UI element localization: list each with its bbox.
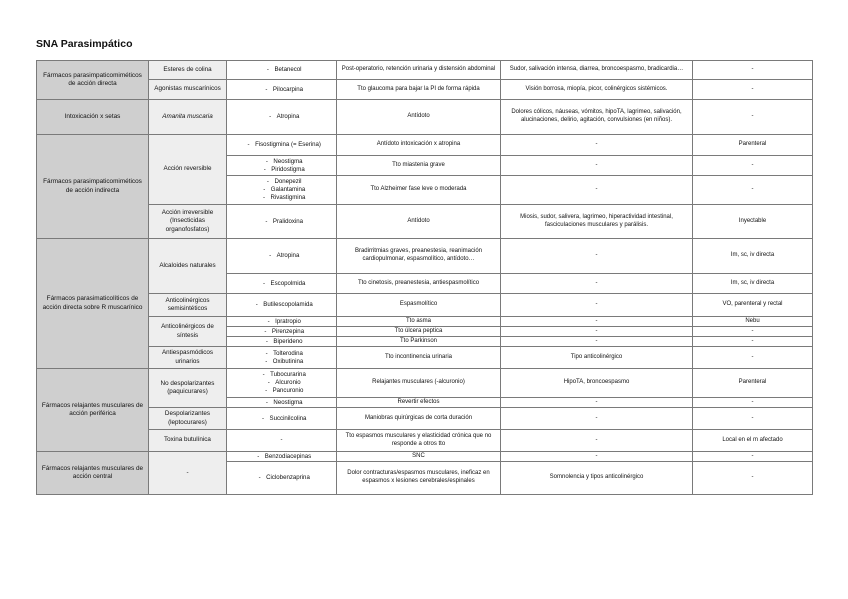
use-cell: SNC [337,452,501,462]
use-cell: Tto miastenia grave [337,156,501,176]
route-cell: - [693,156,813,176]
use-cell: Revertir efectos [337,398,501,408]
group-cell: Fármacos parasimaticolíticos de acción directa sobre R muscarínico [37,239,149,369]
route-cell: Parenteral [693,135,813,156]
subgroup-cell: Anticolinérgicos semisintéticos [149,294,227,317]
drug-cell [227,462,337,495]
route-cell: - [693,408,813,430]
route-cell: - [693,347,813,369]
drug-item: - Ipratropio [229,318,334,326]
route-cell: - [693,452,813,462]
drug-item: - Escopolmida [229,280,334,288]
drug-item: - Oxibutinina [229,358,334,366]
effects-cell: Somnolencia y tipos anticolinérgico [501,462,693,495]
effects-cell: - [501,317,693,327]
use-cell: Tto úlcera peptica [337,327,501,337]
drug-item: - Neostigma [229,399,334,407]
drug-cell [227,327,337,337]
drug-item: - Atropina [229,113,334,121]
drug-cell [227,176,337,205]
drug-cell [227,452,337,462]
drug-item: - Pilocarpina [229,86,334,94]
route-cell: Im, sc, iv directa [693,274,813,294]
effects-cell: HipoTA, broncoespasmo [501,369,693,398]
drug-cell [227,61,337,80]
subgroup-cell: Alcaloides naturales [149,239,227,294]
drug-cell [227,156,337,176]
use-cell: Bradirritmias graves, preanestesia, reanimación cardiopulmonar, espasmolítico, antídoto… [337,239,501,274]
route-cell: Local en el m afectado [693,430,813,452]
effects-cell: Visión borrosa, miopía, picor, colinérgicos sistémicos. [501,80,693,100]
subgroup-cell: Anticolinérgicos de síntesis [149,317,227,347]
route-cell: Nebu [693,317,813,327]
group-cell: Fármacos parasimpaticomiméticos de acción indirecta [37,135,149,239]
effects-cell: Sudor, salivación intensa, diarrea, broncoespasmo, bradicardia… [501,61,693,80]
route-cell: VO, parenteral y rectal [693,294,813,317]
drug-cell [227,398,337,408]
use-cell: Dolor contracturas/espasmos musculares, ineficaz en espasmos x lesiones cerebrales/espinales [337,462,501,495]
effects-cell: - [501,135,693,156]
effects-cell: - [501,337,693,347]
table-row [37,61,813,80]
use-cell: Tto cinetosis, preanestesia, antiespasmolítico [337,274,501,294]
effects-cell: Tipo anticolinérgico [501,347,693,369]
drug-cell [227,369,337,398]
table-row [37,239,813,274]
use-cell: Tto espasmos musculares y elasticidad crónica que no responde a otros tto [337,430,501,452]
effects-cell: - [501,294,693,317]
route-cell: - [693,398,813,408]
drug-item: - Fisostigmina (= Eserina) [229,141,334,149]
drug-cell [227,80,337,100]
use-cell: Espasmolítico [337,294,501,317]
use-cell: Antídoto [337,100,501,135]
drug-item: - Neostigma [229,158,334,166]
subgroup-cell: Toxina butulínica [149,430,227,452]
effects-cell: - [501,408,693,430]
subgroup-cell: Acción reversible [149,135,227,205]
drug-item: - Atropina [229,252,334,260]
subgroup-cell: Esteres de colina [149,61,227,80]
drug-cell [227,347,337,369]
drug-item: - Rivastigmina [229,194,334,202]
use-cell: Antídoto [337,205,501,239]
effects-cell: - [501,327,693,337]
effects-cell: Dolores cólicos, náuseas, vómitos, hipoTA, lagrimeo, salivación, alucinaciones, delirio, agitación, convulsiones (en niños). [501,100,693,135]
table-row [37,408,813,430]
use-cell: Maniobras quirúrgicas de corta duración [337,408,501,430]
use-cell: Relajantes musculares (-alcuronio) [337,369,501,398]
subgroup-cell: Despolarizantes (leptocurares) [149,408,227,430]
table-row [37,317,813,327]
effects-cell: - [501,156,693,176]
route-cell: - [693,80,813,100]
subgroup-cell: Antiespasmódicos urinarios [149,347,227,369]
route-cell: - [693,176,813,205]
route-cell: Im, sc, iv directa [693,239,813,274]
use-cell: Antídoto intoxicación x atropina [337,135,501,156]
drug-item: - Butilescopolamida [229,301,334,309]
sna-table [36,60,813,495]
effects-cell: - [501,398,693,408]
use-cell: Tto Alzheimer fase leve o moderada [337,176,501,205]
use-cell: Tto glaucoma para bajar la PI de forma rápida [337,80,501,100]
drug-item: - Piridostigma [229,166,334,174]
drug-item: - Betanecol [229,66,334,74]
drug-item: - Succinilcolina [229,415,334,423]
effects-cell: - [501,452,693,462]
drug-item: - Pancuronio [229,387,334,395]
route-cell: Parenteral [693,369,813,398]
drug-cell [227,239,337,274]
route-cell: - [693,61,813,80]
subgroup-cell: - [149,452,227,495]
use-cell: Post-operatorio, retención urinaria y distensión abdominal [337,61,501,80]
subgroup-cell: Acción irreversible (Insecticidas organofosfatos) [149,205,227,239]
subgroup-cell: Agonistas muscarínicos [149,80,227,100]
table-row [37,369,813,398]
drug-cell [227,205,337,239]
route-cell: Inyectable [693,205,813,239]
effects-cell: Miosis, sudor, salivera, lagrimeo, hiperactividad intestinal, fasciculaciones musculares y parálisis. [501,205,693,239]
group-cell: Fármacos parasimpaticomiméticos de acción directa [37,61,149,100]
drug-cell [227,337,337,347]
route-cell: - [693,327,813,337]
drug-cell [227,294,337,317]
table-row [37,205,813,239]
table-row [37,430,813,452]
group-cell: Fármacos relajantes musculares de acción central [37,452,149,495]
drug-item: - Pirenzepina [229,328,334,336]
drug-item: - Tubocurarina [229,371,334,379]
use-cell: Tto incontinencia urinaria [337,347,501,369]
group-cell: Intoxicación x setas [37,100,149,135]
page-title: SNA Parasimpático [36,38,133,50]
drug-item: - Donepezil [229,178,334,186]
drug-item: - Benzodiacepinas [229,453,334,461]
drug-item: - Ciclobenzaprina [229,474,334,482]
table-row [37,135,813,156]
drug-item: - Tolterodina [229,350,334,358]
subgroup-cell: Amanita muscaria [149,100,227,135]
drug-cell [227,274,337,294]
drug-item: - Pralidoxina [229,218,334,226]
drug-cell [227,317,337,327]
effects-cell: - [501,274,693,294]
table-row [37,294,813,317]
drug-cell: - [227,430,337,452]
route-cell: - [693,337,813,347]
drug-cell [227,135,337,156]
table-row [37,100,813,135]
drug-cell [227,408,337,430]
drug-cell [227,100,337,135]
route-cell: - [693,100,813,135]
subgroup-cell: No despolarizantes (paquicurares) [149,369,227,408]
effects-cell: - [501,239,693,274]
route-cell: - [693,462,813,495]
effects-cell: - [501,176,693,205]
group-cell: Fármacos relajantes musculares de acción periférica [37,369,149,452]
table-row [37,347,813,369]
drug-item: - Biperideno [229,338,334,346]
use-cell: Tto Parkinson [337,337,501,347]
table-row [37,452,813,462]
table-row [37,80,813,100]
drug-item: - Alcuronio [229,379,334,387]
drug-item: - Galantamina [229,186,334,194]
use-cell: Tto asma [337,317,501,327]
effects-cell: - [501,430,693,452]
